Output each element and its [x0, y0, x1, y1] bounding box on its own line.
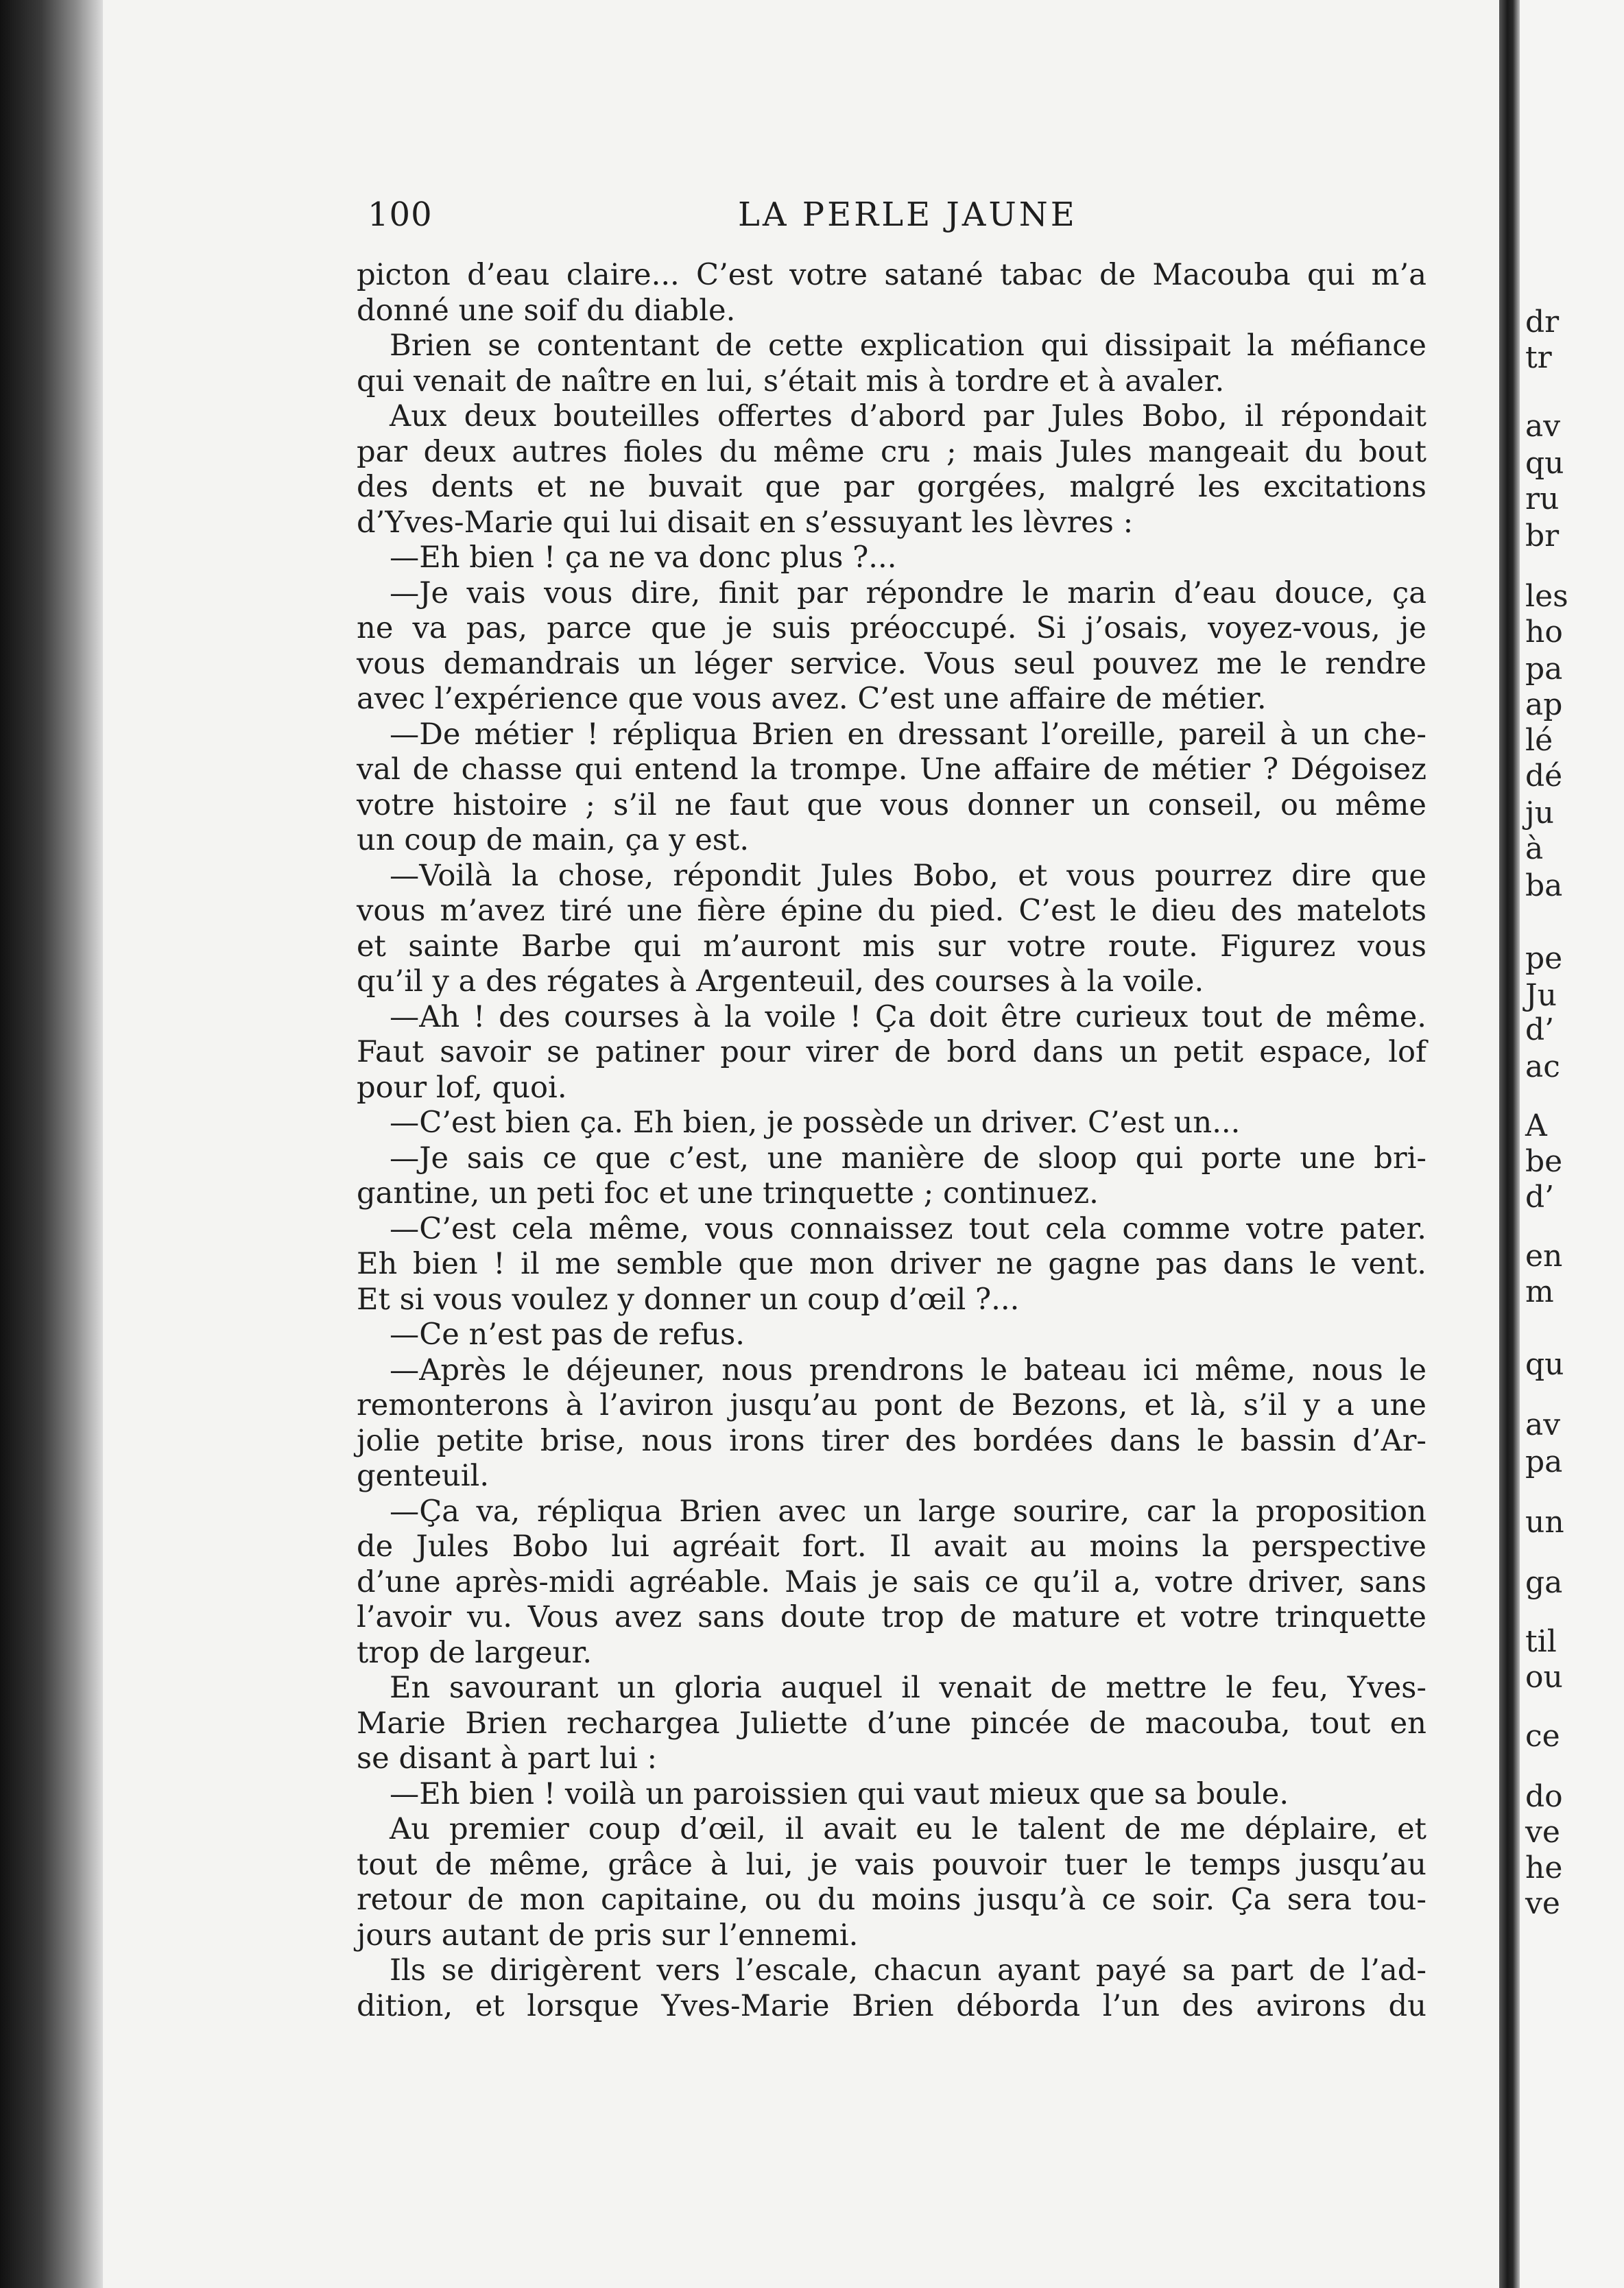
text-line: —Je vais vous dire, finit par répondre le marin d’eau douce, ça [390, 575, 1426, 610]
text-line: —Eh bien ! ça ne va donc plus ?... [390, 540, 897, 575]
adjacent-page-fragment: un [1525, 1505, 1564, 1540]
text-line: qui venait de naître en lui, s’était mis à tordre et à avaler. [357, 364, 1225, 398]
adjacent-page-fragment: les [1525, 579, 1568, 614]
text-line: —C’est bien ça. Eh bien, je possède un driver. C’est un... [390, 1106, 1241, 1140]
page-header [368, 195, 1424, 237]
adjacent-page-fragment: pe [1525, 941, 1563, 976]
text-line: dition, et lorsque Yves-Marie Brien déborda l’un des avirons du [357, 1988, 1426, 2023]
adjacent-page-fragment: ho [1525, 615, 1563, 650]
adjacent-page-fragment: pa [1525, 1444, 1563, 1479]
adjacent-page-fragment: Ju [1525, 978, 1557, 1013]
text-line: l’avoir vu. Vous avez sans doute trop de mature et votre trinquette [357, 1600, 1426, 1634]
text-line: Au premier coup d’œil, il avait eu le talent de me déplaire, et [390, 1812, 1426, 1846]
page-number: 100 [368, 195, 433, 234]
text-line: Et si vous voulez y donner un coup d’œil ?... [357, 1282, 1020, 1317]
adjacent-page-fragment: ve [1525, 1815, 1560, 1850]
text-line: jolie petite brise, nous irons tirer des bordées dans le bassin d’Ar- [357, 1423, 1426, 1458]
text-line: trop de largeur. [357, 1635, 593, 1670]
text-line: Aux deux bouteilles offertes d’abord par Jules Bobo, il répondait [390, 399, 1426, 433]
adjacent-page-edge [1520, 0, 1624, 2288]
text-line: de Jules Bobo lui agréait fort. Il avait au moins la perspective [357, 1529, 1426, 1564]
adjacent-page-fragment: be [1525, 1144, 1563, 1179]
text-line: d’Yves-Marie qui lui disait en s’essuyant les lèvres : [357, 505, 1134, 540]
text-line: —Voilà la chose, répondit Jules Bobo, et vous pourrez dire que [390, 858, 1426, 893]
text-line: pour lof, quoi. [357, 1070, 567, 1105]
text-line: gantine, un peti foc et une trinquette ; continuez. [357, 1176, 1099, 1211]
adjacent-page-fragment: ba [1525, 868, 1563, 903]
text-line: —Ça va, répliqua Brien avec un large sourire, car la proposition [390, 1494, 1426, 1529]
text-line: jours autant de pris sur l’ennemi. [357, 1918, 859, 1953]
text-line: tout de même, grâce à lui, je vais pouvoir tuer le temps jusqu’au [357, 1847, 1426, 1882]
text-line: d’une après-midi agréable. Mais je sais ce qu’il a, votre driver, sans [357, 1564, 1426, 1599]
text-line: val de chasse qui entend la trompe. Une affaire de métier ? Dégoisez [357, 752, 1426, 787]
adjacent-page-fragment: ga [1525, 1565, 1563, 1600]
text-line: —De métier ! répliqua Brien en dressant l’oreille, pareil à un che- [390, 717, 1426, 752]
adjacent-page-fragment: av [1525, 409, 1561, 444]
scan-left-edge [0, 0, 103, 2288]
text-line: des dents et ne buvait que par gorgées, malgré les excitations [357, 470, 1426, 504]
adjacent-page-fragment: til [1525, 1624, 1557, 1659]
adjacent-page-fragment: he [1525, 1850, 1563, 1885]
text-line: Ils se dirigèrent vers l’escale, chacun ayant payé sa part de l’ad- [390, 1953, 1426, 1988]
text-line: Brien se contentant de cette explication qui dissipait la méfiance [390, 329, 1426, 363]
text-line: qu’il y a des régates à Argenteuil, des courses à la voile. [357, 964, 1204, 999]
adjacent-page-fragment: d’ [1525, 1012, 1555, 1047]
adjacent-page-fragment: ou [1525, 1660, 1563, 1695]
adjacent-page-fragment: ap [1525, 687, 1563, 722]
text-line: un coup de main, ça y est. [357, 823, 750, 857]
text-line: —C’est cela même, vous connaissez tout cela comme votre pater. [390, 1211, 1426, 1246]
text-line: remonterons à l’aviron jusqu’au pont de Bezons, et là, s’il y a une [357, 1388, 1426, 1422]
adjacent-page-fragment: en [1525, 1239, 1563, 1274]
text-line: —Ce n’est pas de refus. [390, 1318, 745, 1352]
text-line: Marie Brien rechargea Juliette d’une pincée de macouba, tout en [357, 1706, 1426, 1741]
text-line: retour de mon capitaine, ou du moins jusqu’à ce soir. Ça sera tou- [357, 1883, 1426, 1917]
adjacent-page-fragment: lé [1525, 723, 1553, 758]
text-line: donné une soif du diable. [357, 293, 736, 328]
text-line: —Je sais ce que c’est, une manière de sloop qui porte une bri- [390, 1141, 1426, 1176]
adjacent-page-fragment: qu [1525, 1347, 1564, 1382]
adjacent-page-fragment: A [1525, 1108, 1547, 1143]
book-gutter [1499, 0, 1520, 2288]
text-line: par deux autres fioles du même cru ; mais Jules mangeait du bout [357, 434, 1426, 469]
adjacent-page-fragment: br [1525, 519, 1560, 553]
text-line: —Après le déjeuner, nous prendrons le bateau ici même, nous le [390, 1352, 1426, 1387]
adjacent-page-fragment: tr [1525, 340, 1552, 375]
adjacent-page-fragment: ve [1525, 1886, 1560, 1921]
text-line: vous demandrais un léger service. Vous seul pouvez me le rendre [357, 646, 1426, 681]
adjacent-page-fragment: ju [1525, 796, 1554, 831]
adjacent-page-fragment: à [1525, 831, 1544, 866]
adjacent-page-fragment: dé [1525, 759, 1563, 794]
text-line: —Ah ! des courses à la voile ! Ça doit être curieux tout de même. [390, 999, 1426, 1034]
text-line: vous m’avez tiré une fière épine du pied. C’est le dieu des matelots [357, 894, 1426, 928]
adjacent-page-fragment: ac [1525, 1049, 1560, 1084]
adjacent-page-fragment: ru [1525, 481, 1560, 516]
adjacent-page-fragment: pa [1525, 652, 1563, 687]
text-line: picton d’eau claire... C’est votre satané tabac de Macouba qui m’a [357, 258, 1426, 292]
text-line: et sainte Barbe qui m’auront mis sur votre route. Figurez vous [357, 929, 1426, 964]
adjacent-page-fragment: do [1525, 1779, 1563, 1814]
adjacent-page-fragment: ce [1525, 1719, 1560, 1754]
text-line: se disant à part lui : [357, 1741, 658, 1776]
text-line: avec l’expérience que vous avez. C’est une affaire de métier. [357, 682, 1267, 716]
adjacent-page-fragment: qu [1525, 446, 1564, 481]
text-line: —Eh bien ! voilà un paroissien qui vaut mieux que sa boule. [390, 1776, 1289, 1811]
text-line: Faut savoir se patiner pour virer de bord dans un petit espace, lof [357, 1035, 1426, 1069]
adjacent-page-fragment: d’ [1525, 1180, 1555, 1215]
body-text [357, 258, 1426, 2024]
running-title: LA PERLE JAUNE [738, 195, 1077, 234]
adjacent-page-fragment: av [1525, 1407, 1561, 1442]
adjacent-page-fragment: dr [1525, 305, 1560, 339]
text-line: En savourant un gloria auquel il venait de mettre le feu, Yves- [390, 1671, 1426, 1705]
text-line: ne va pas, parce que je suis préoccupé. Si j’osais, voyez-vous, je [357, 611, 1426, 645]
text-line: genteuil. [357, 1459, 490, 1493]
adjacent-page-fragment: m [1525, 1274, 1554, 1309]
text-line: votre histoire ; s’il ne faut que vous donner un conseil, ou même [357, 787, 1426, 822]
text-line: Eh bien ! il me semble que mon driver ne gagne pas dans le vent. [357, 1247, 1426, 1281]
